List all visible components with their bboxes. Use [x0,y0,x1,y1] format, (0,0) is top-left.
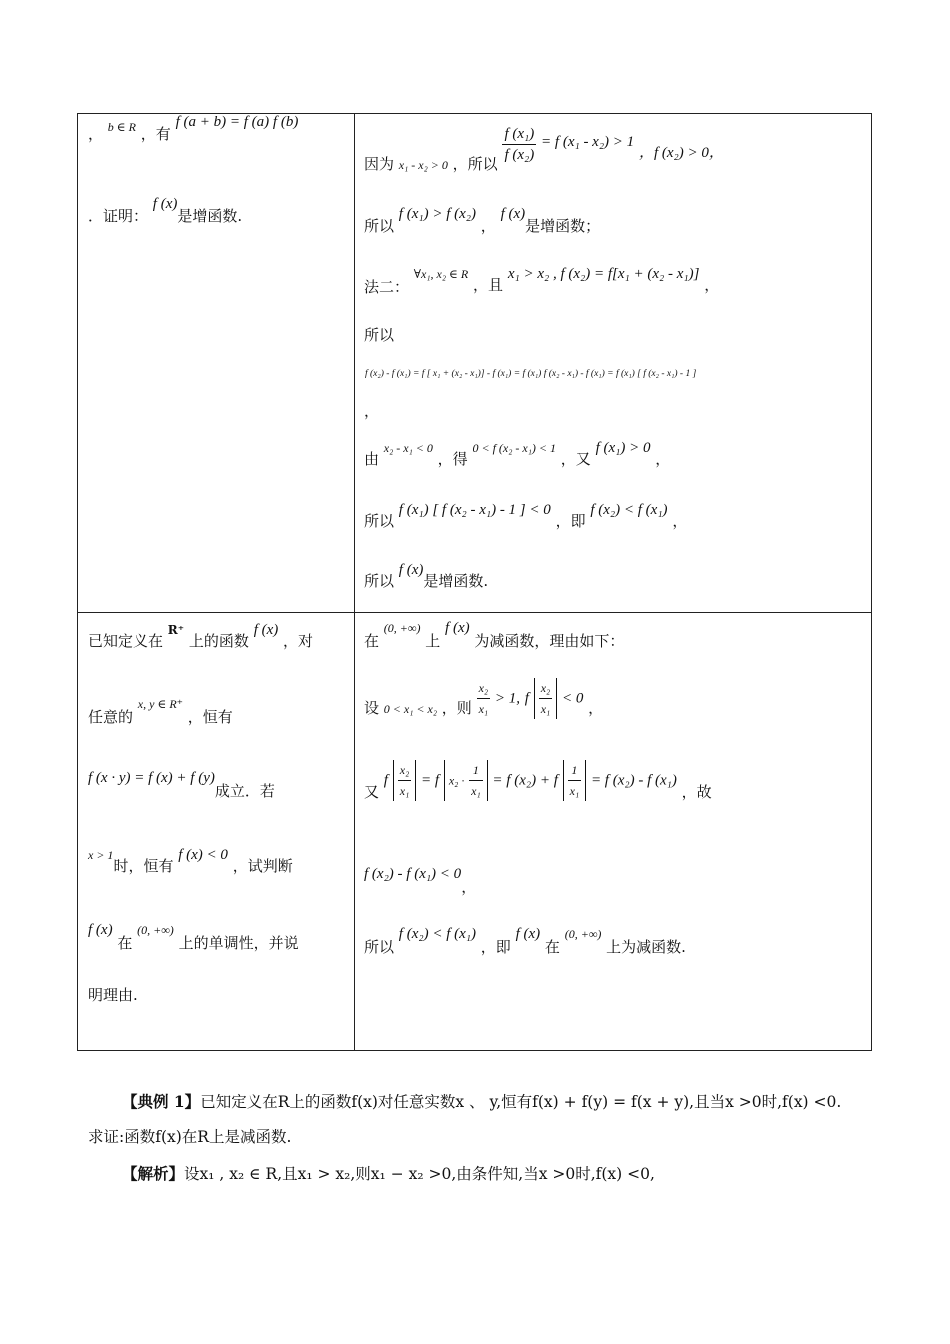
math-fx-negative: f (x) < 0 [178,847,228,863]
text: 在 [364,632,380,650]
math-functional-equation: f (a + b) = f (a) f (b) [175,114,299,130]
text: ，有 [140,125,171,143]
right-top-long-equation: f (x₂) - f (x₁) = f [ x₁ + (x₂ - x₁)] - f (x₁) = f (x₁) f (x₂ - x₁) - f (x₁) = f (x₁) [ f (x₂ - x₁) - 1 ] [365,369,697,379]
math-b-in-R: b ∈ R [107,120,137,134]
denominator: x₁ [471,784,481,798]
denominator: x₁ [399,784,410,798]
text: 是增函数. [423,572,489,590]
math-inequality: x₁ - x₂ > 0 [398,157,448,172]
math-less-0: < 0 [562,690,584,707]
text: ，即 [555,512,586,530]
math-interval: (0, +∞) [137,923,174,937]
right-top-line-8 [364,500,688,530]
math-inequality: f (x₁) > f (x₂) [398,206,476,222]
math-difference: = f (x₂) - f (x₁) [590,772,677,789]
math-fx: f (x) [398,562,424,578]
analysis-text: 设x₁ , x₂ ∈ R,且x₁ > x₂,则x₁ − x₂ >0,由条件知,当x >0时,f(x) <0, [184,1165,655,1183]
math-f: f [383,772,388,789]
numerator: x₂ [539,678,553,699]
text: ， [704,276,720,294]
text: ， [655,450,671,468]
text: 所以 [364,572,395,590]
numerator: 1 [568,760,582,781]
math-fx: f (x) [253,622,279,638]
example-text: 已知定义在R上的函数f(x)对任意实数x 、 y,恒有f(x) + f(y) = f(x + y),且当x >0时,f(x) <0. [200,1093,842,1111]
right-top-line-3 [364,264,720,296]
text: ，所以 [452,154,498,173]
example-label: 【典例 1】 [122,1092,201,1111]
text: ，对 [283,632,314,650]
math-fx: f (x) [515,926,541,942]
left-top-line-1 [88,114,299,144]
math-f: f [524,690,529,707]
text: 已知定义在 [88,632,164,650]
example-1 [122,1092,841,1112]
table-row-divider [77,612,872,613]
math-R-plus: R⁺ [167,623,185,637]
math-fx: f (x) [445,620,470,636]
text: 上的单调性，并说 [178,934,299,952]
text: 所以 [364,938,395,956]
math-fx: f (x) [500,206,526,222]
math-product-negative: f (x₁) [ f (x₂ - x₁) - 1 ] < 0 [398,502,551,518]
paren-group [393,760,417,801]
fraction [502,124,536,165]
text: ， [588,698,604,717]
math-x2-dot: x₂ · [448,773,465,788]
denominator: x₁ [540,702,551,716]
text: 所以 [364,217,395,235]
right-top-line-2 [364,204,601,235]
math-forall: ∀x₁, x₂ ∈ R [413,267,469,281]
math-fx1-positive: f (x₁) > 0 [595,440,651,456]
math-greater-1: > 1, [494,690,520,707]
text: 所以 [364,512,395,530]
text: 设 [364,698,380,717]
text: 上 [425,632,441,650]
math-equation: = f (x₁ - x₂) > 1 [541,133,635,150]
left-bottom-line-5 [88,920,299,952]
paren-group [563,760,587,801]
text: ，且 [473,276,504,294]
text: ，又 [560,450,591,468]
math-sum: = f (x₂) + f [492,772,558,789]
right-bottom-line-1 [364,618,625,650]
math-difference-negative: f (x₂) - f (x₁) < 0 [364,866,462,882]
analysis-label: 【解析】 [122,1164,185,1183]
text: 任意的 [88,708,134,726]
math-expression: x₁ > x₂ , f (x₂) = f[x₁ + (x₂ - x₁)] [507,266,700,282]
text: 是增函数； [525,217,601,235]
math-inequality: f (x₂) < f (x₁) [398,926,476,942]
text: ．证明： [88,207,149,225]
numerator: 1 [469,760,483,781]
text: ，试判断 [232,857,293,875]
right-top-line-7 [364,438,671,468]
math-interval: (0, +∞) [564,927,602,941]
right-top-line-9 [364,560,489,590]
left-bottom-line-6: 明理由. [88,986,138,1004]
text: 在 [117,934,133,952]
text: 时，恒有 [113,857,174,875]
math-inequality: f (x₂) < f (x₁) [590,502,668,518]
text: ， [88,125,104,143]
fraction-x2-over-x1 [477,678,491,719]
fraction [398,760,412,801]
math-inequality: 0 < x₁ < x₂ [383,701,437,716]
denominator: x₁ [478,702,489,716]
text: ，故 [681,782,712,801]
math-functional-equation: f (x · y) = f (x) + f (y) [88,770,215,786]
table-column-divider [354,113,355,1051]
right-bottom-line-4 [364,864,477,896]
paren-group [534,678,558,719]
left-top-line-2 [88,196,243,226]
math-fx: f (x) [152,196,178,212]
analysis [122,1164,655,1184]
math-inequality: x₂ - x₁ < 0 [383,441,433,455]
text: ， [672,512,688,530]
text: ，得 [437,450,468,468]
text: 成立．若 [214,782,275,800]
example-text-2: 求证:函数f(x)在R上是减函数. [88,1128,292,1146]
math-interval: (0, +∞) [383,621,421,635]
math-bounds: 0 < f (x₂ - x₁) < 1 [472,441,556,455]
paren-group [444,760,488,801]
numerator: f (x₁) [502,124,536,145]
right-bottom-line-5 [364,924,686,956]
math-xy-in-R-plus: x, y ∈ R⁺ [137,697,183,711]
text: 是增函数. [177,207,243,225]
text: 上为减函数. [606,938,686,956]
text: 法二： [364,278,410,296]
math-fx: f (x) [88,922,113,938]
text: ，即 [480,938,511,956]
text: ，恒有 [187,708,233,726]
left-bottom-line-2 [88,694,233,726]
right-top-line-6: ， [364,402,380,420]
numerator: x₂ [398,760,412,781]
right-top-line-1 [364,118,724,173]
right-bottom-line-2 [364,678,603,719]
left-bottom-line-4 [88,845,293,875]
fraction [469,760,483,801]
text: ， [480,217,496,235]
left-bottom-line-3 [88,768,275,800]
fraction-x2-over-x1 [539,678,553,719]
math-fx2-positive: ，f (x₂) > 0， [638,144,724,161]
text: 由 [364,450,380,468]
left-bottom-line-1 [88,620,314,650]
right-top-line-4: 所以 [364,326,395,344]
math-equals-f: = f [421,772,440,789]
text: ， [461,878,477,896]
text: 在 [544,938,560,956]
text: 又 [364,782,380,801]
denominator: x₁ [569,784,580,798]
text: 上的函数 [188,632,249,650]
text: 因为 [364,154,395,173]
math-x-greater-1: x > 1 [88,848,114,862]
text: ，则 [441,698,472,717]
denominator: f (x₂) [504,147,535,163]
right-bottom-line-3 [364,760,712,801]
text: 为减函数，理由如下： [474,632,625,650]
numerator: x₂ [477,678,491,699]
fraction [568,760,582,801]
